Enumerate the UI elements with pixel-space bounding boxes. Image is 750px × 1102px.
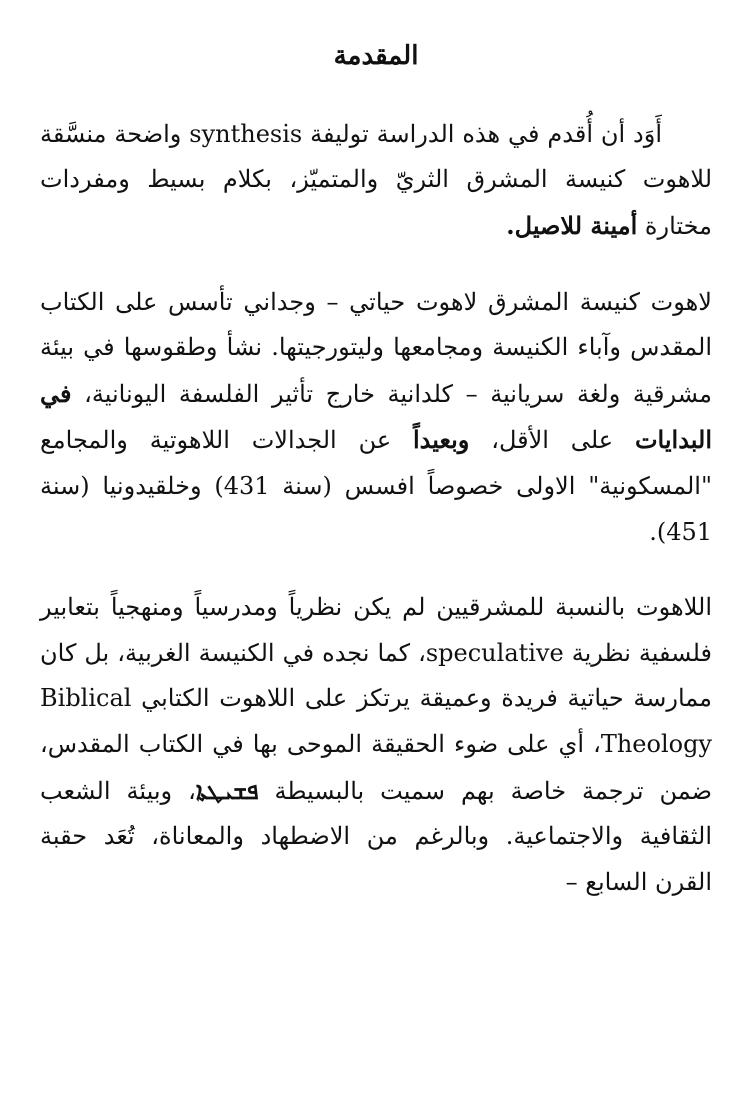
paragraph-text: ، كما نجده في الكنيسة الغربية، بل كان ممارسة حياتية فريدة وعميقة يرتكز على اللاهوت الكتابي xyxy=(40,638,712,713)
document-page xyxy=(40,40,712,935)
paragraph-intro xyxy=(40,112,712,250)
paragraph-text: اللاهوت بالنسبة للمشرقيين لم يكن نظرياً ومدرسياً ومنهجياً بتعابير فلسفية نظرية xyxy=(40,593,712,667)
paragraph-text: أَوَد أن أُقدم في هذه الدراسة توليفة xyxy=(302,119,662,148)
paragraph-text: عن الجدالات اللاهوتية والمجامع "المسكونية" الاولى خصوصاً افسس (سنة 431) وخلقيدونيا (سنة 451). xyxy=(40,426,712,546)
bold-phrase: في البدايات xyxy=(40,378,713,455)
latin-term-speculative: speculative xyxy=(425,638,564,667)
bold-phrase: أمينة للاصيل. xyxy=(506,210,638,240)
syriac-word-peshitta: ܦܫܝܛܬܐ xyxy=(195,775,259,805)
bold-phrase: وبعيداً xyxy=(413,425,470,455)
paragraph-text: لاهوت كنيسة المشرق لاهوت حياتي – وجداني تأسس على الكتاب المقدس وآباء الكنيسة ومجامعها وليتورجيتها. نشأ وطقوسها في بيئة مشرقية ولغة سريانية – كلدانية خارج تأثير الفلسفة اليونانية، xyxy=(40,287,712,408)
latin-term-synthesis: synthesis xyxy=(189,119,303,148)
paragraph-theology-of-east xyxy=(40,280,712,556)
paragraph-text: ، وبيئة الشعب الثقافية والاجتماعية. وبالرغم من الاضطهاد والمعاناة، تُعَد حقبة القرن السابع – xyxy=(40,776,712,896)
paragraph-text: على الأقل، xyxy=(469,426,635,455)
latin-term-biblical-theology: Biblical Theology xyxy=(40,684,712,758)
paragraph-text: ، أي على ضوء الحقيقة الموحى بها في الكتاب المقدس، ضمن ترجمة خاصة بهم سميت بالبسيطة xyxy=(40,729,712,805)
page-title: المقدمة xyxy=(333,41,419,71)
paragraph-text: واضحة منسَّقة للاهوت كنيسة المشرق الثريّ والمتميّز، بكلام بسيط ومفردات مختارة xyxy=(40,119,712,240)
paragraph-eastern-theology xyxy=(40,585,712,905)
